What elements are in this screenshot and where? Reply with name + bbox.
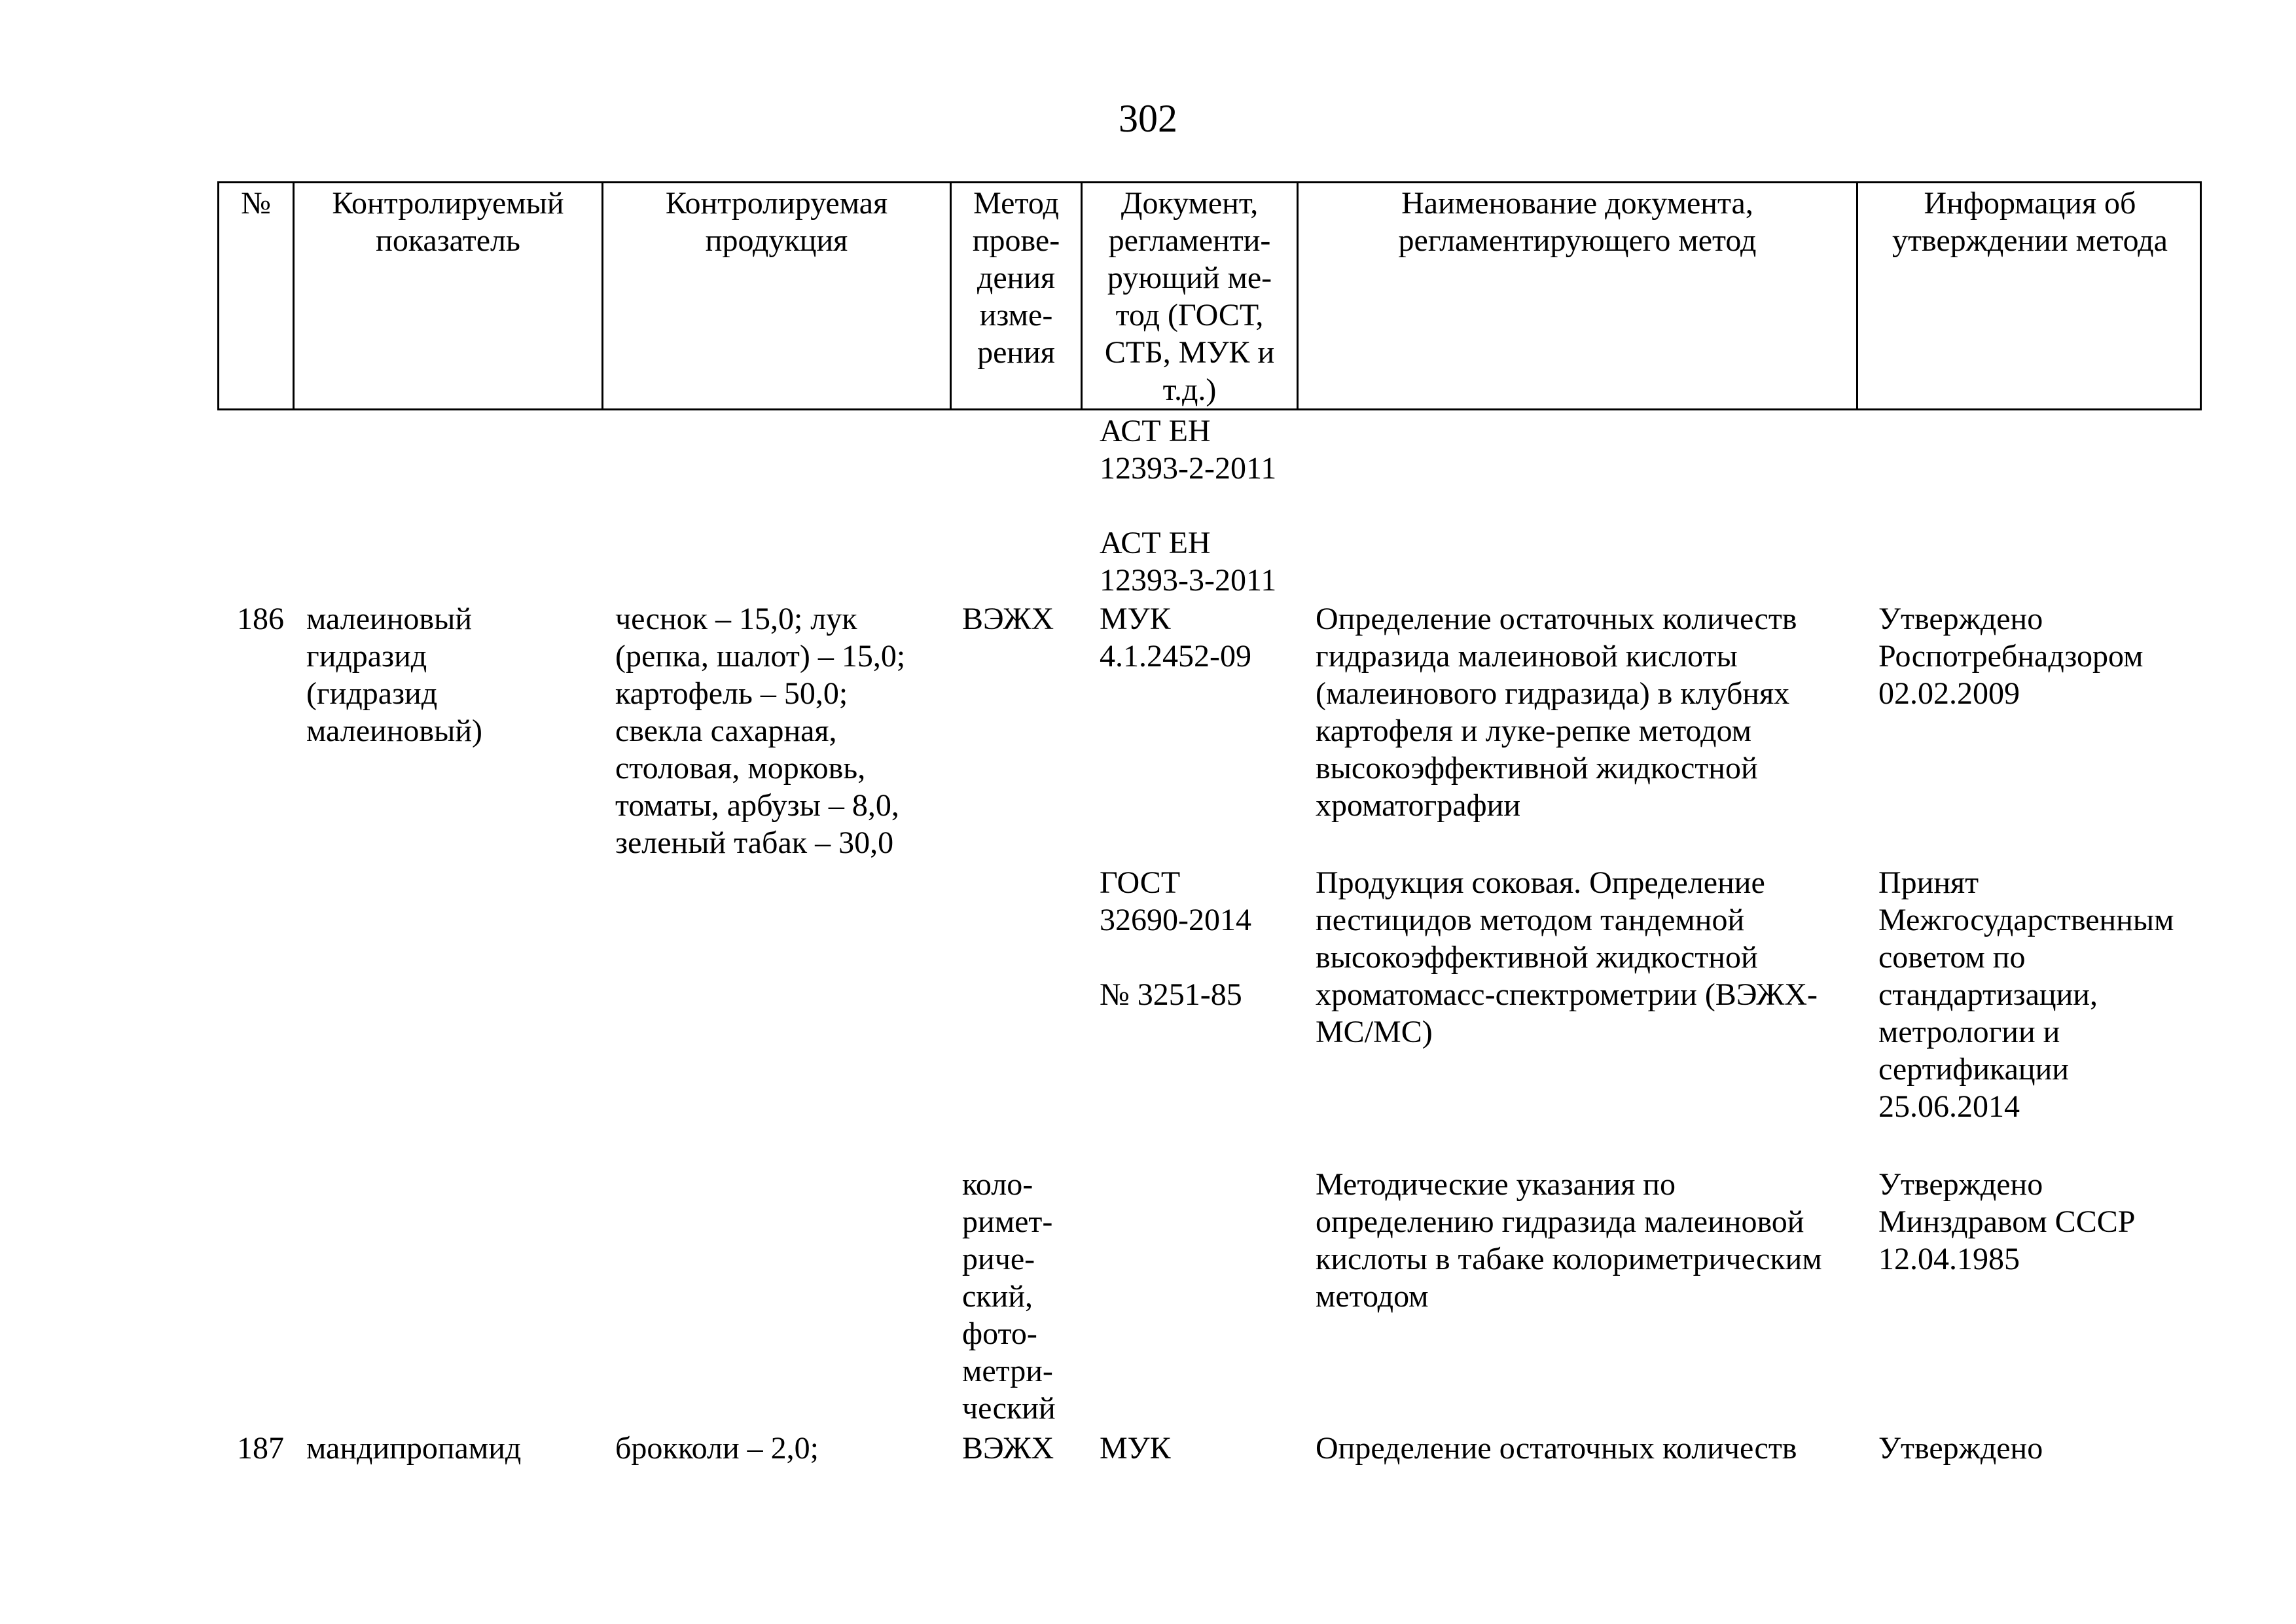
row-187-document-name: Определение остаточных количеств: [1316, 1431, 1797, 1466]
row-186c-method: коло- римет- риче- ский, фото- метри- ческий: [962, 1167, 1056, 1426]
header-approval: Информация об утверждении метода: [1856, 183, 2202, 408]
row-186-approval: Утверждено Роспотребнадзором 02.02.2009: [1878, 602, 2144, 711]
row-187-number: 187: [237, 1431, 284, 1466]
row-186b-document: ГОСТ 32690-2014 № 3251-85: [1100, 865, 1251, 1012]
row-186-method: ВЭЖХ: [962, 602, 1054, 636]
header-document: Документ, регламенти- рующий ме- тод (ГОСТ, СТБ, МУК и т.д.): [1081, 183, 1297, 408]
page-number: 302: [1119, 97, 1177, 140]
row-187-products: брокколи – 2,0;: [615, 1431, 819, 1466]
row-186-document: МУК 4.1.2452-09: [1100, 602, 1251, 674]
header-method: Метод прове- дения изме- рения: [950, 183, 1081, 408]
header-indicator: Контролируемый показатель: [293, 183, 601, 408]
table-header: [217, 181, 2202, 410]
row-186-products: чеснок – 15,0; лук (репка, шалот) – 15,0; картофель – 50,0; свекла сахарная, столовая, морковь, томаты, арбузы – 8,0, зеленый табак – 30,0: [615, 602, 906, 860]
header-document-name: Наименование документа, регламентирующего метод: [1297, 183, 1856, 408]
header-products: Контролируемая продукция: [601, 183, 950, 408]
row-186-number: 186: [237, 602, 284, 636]
row-187-indicator: мандипропамид: [306, 1431, 522, 1466]
continuation-document: АСТ ЕН 12393-2-2011 АСТ ЕН 12393-3-2011: [1100, 414, 1277, 598]
row-187-document: МУК: [1100, 1431, 1171, 1466]
row-186c-approval: Утверждено Минздравом СССР 12.04.1985: [1878, 1167, 2136, 1276]
row-186c-document-name: Методические указания по определению гидразида малеиновой кислоты в табаке колориметрическим методом: [1316, 1167, 1822, 1314]
row-186-document-name: Определение остаточных количеств гидразида малеиновой кислоты (малеинового гидразида) в клубнях картофеля и луке-репке методом высокоэффективной жидкостной хроматографии: [1316, 602, 1797, 823]
row-186-indicator: малеиновый гидразид (гидразид малеиновый): [306, 602, 482, 748]
row-187-method: ВЭЖХ: [962, 1431, 1054, 1466]
row-187-approval: Утверждено: [1878, 1431, 2043, 1466]
row-186b-document-name: Продукция соковая. Определение пестицидов методом тандемной высокоэффективной жидкостной хроматомасс-спектрометрии (ВЭЖХ- МС/МС): [1316, 865, 1818, 1049]
header-number: №: [241, 186, 271, 221]
row-186b-approval: Принят Межгосударственным советом по стандартизации, метрологии и сертификации 25.06.2014: [1878, 865, 2174, 1124]
